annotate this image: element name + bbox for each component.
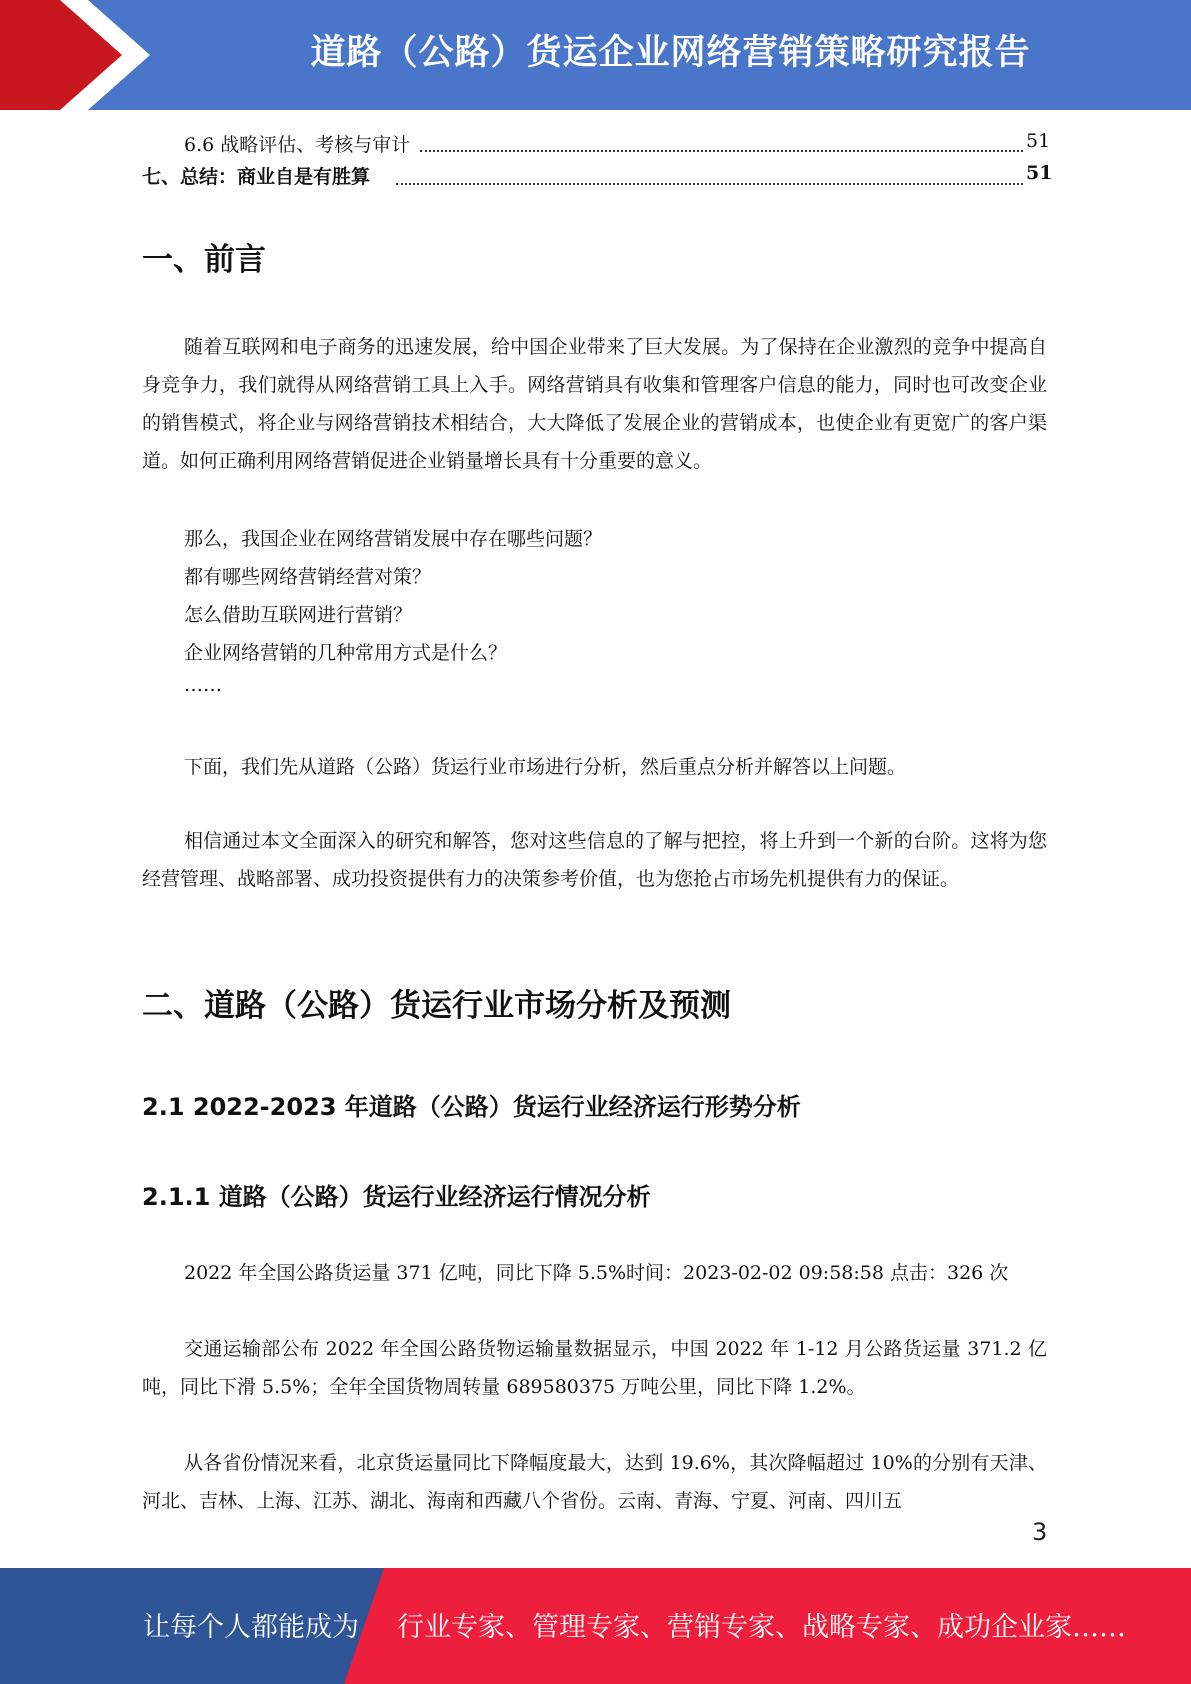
- page-number: 3: [1032, 1518, 1048, 1546]
- page-footer: [0, 1568, 1191, 1684]
- footer-slogan-left: 让每个人都能成为: [143, 1612, 359, 1643]
- news-title-line: 2022 年全国公路货运量 371 亿吨，同比下降 5.5%时间：2023-02-02 09:58:58 点击：326 次: [184, 1262, 1009, 1284]
- report-title: 道路（公路）货运企业网络营销策略研究报告: [310, 33, 1031, 73]
- question-item: 那么，我国企业在网络营销发展中存在哪些问题？: [184, 528, 603, 550]
- subsection-heading: 2.1 2022-2023 年道路（公路）货运行业经济运行形势分析: [142, 1093, 801, 1121]
- toc-entry[interactable]: [0, 130, 1191, 160]
- province-paragraph: 从各省份情况来看，北京货运量同比下降幅度最大，达到 19.6%，其次降幅超过 10%的分别有天津、河北、吉林、上海、江苏、湖北、海南和西藏八个省份。云南、青海、宁夏、河南、四川五: [142, 1452, 1047, 1512]
- toc-entry[interactable]: [0, 162, 1191, 192]
- section-heading-market: 二、道路（公路）货运行业市场分析及预测: [142, 988, 731, 1024]
- toc-entry-label: 七、总结：商业自是有胜算: [142, 162, 372, 189]
- toc-entry-label: 6.6 战略评估、考核与审计: [184, 130, 412, 157]
- toc-leader-dots: [396, 183, 1023, 185]
- footer-slogan-right: 行业专家、管理专家、营销专家、战略专家、成功企业家……: [397, 1612, 1126, 1643]
- section-heading-preface: 一、前言: [142, 242, 266, 278]
- page-header: [0, 0, 1191, 110]
- toc-leader-dots: [420, 150, 1023, 152]
- next-step-paragraph: 下面，我们先从道路（公路）货运行业市场进行分析，然后重点分析并解答以上问题。: [184, 756, 907, 778]
- preface-paragraph: 随着互联网和电子商务的迅速发展，给中国企业带来了巨大发展。为了保持在企业激烈的竞争中提高自身竞争力，我们就得从网络营销工具上入手。网络营销具有收集和管理客户信息的能力，同时也可改变企业的销售模式，将企业与网络营销技术相结合，大大降低了发展企业的营销成本，也使企业有更宽广的客户渠道。如何正确利用网络营销促进企业销量增长具有十分重要的意义。: [142, 336, 1047, 472]
- belief-paragraph: 相信通过本文全面深入的研究和解答，您对这些信息的了解与把控，将上升到一个新的台阶。这将为您经营管理、战略部署、成功投资提供有力的决策参考价值，也为您抢占市场先机提供有力的保证。: [142, 830, 1047, 890]
- question-item: 都有哪些网络营销经营对策？: [184, 566, 432, 588]
- freight-data-paragraph: 交通运输部公布 2022 年全国公路货物运输量数据显示，中国 2022 年 1-12 月公路货运量 371.2 亿吨，同比下滑 5.5%；全年全国货物周转量 689580375 万吨公里，同比下降 1.2%。: [142, 1338, 1047, 1398]
- red-chevron-decoration: [0, 0, 160, 110]
- toc-entry-page: 51: [1026, 130, 1051, 152]
- question-item: 怎么借助互联网进行营销？: [184, 604, 413, 626]
- question-item: 企业网络营销的几种常用方式是什么？: [184, 642, 508, 664]
- toc-entry-page: 51: [1026, 162, 1053, 184]
- subsection-heading: 2.1.1 道路（公路）货运行业经济运行情况分析: [142, 1183, 651, 1211]
- question-ellipsis: ……: [184, 674, 222, 696]
